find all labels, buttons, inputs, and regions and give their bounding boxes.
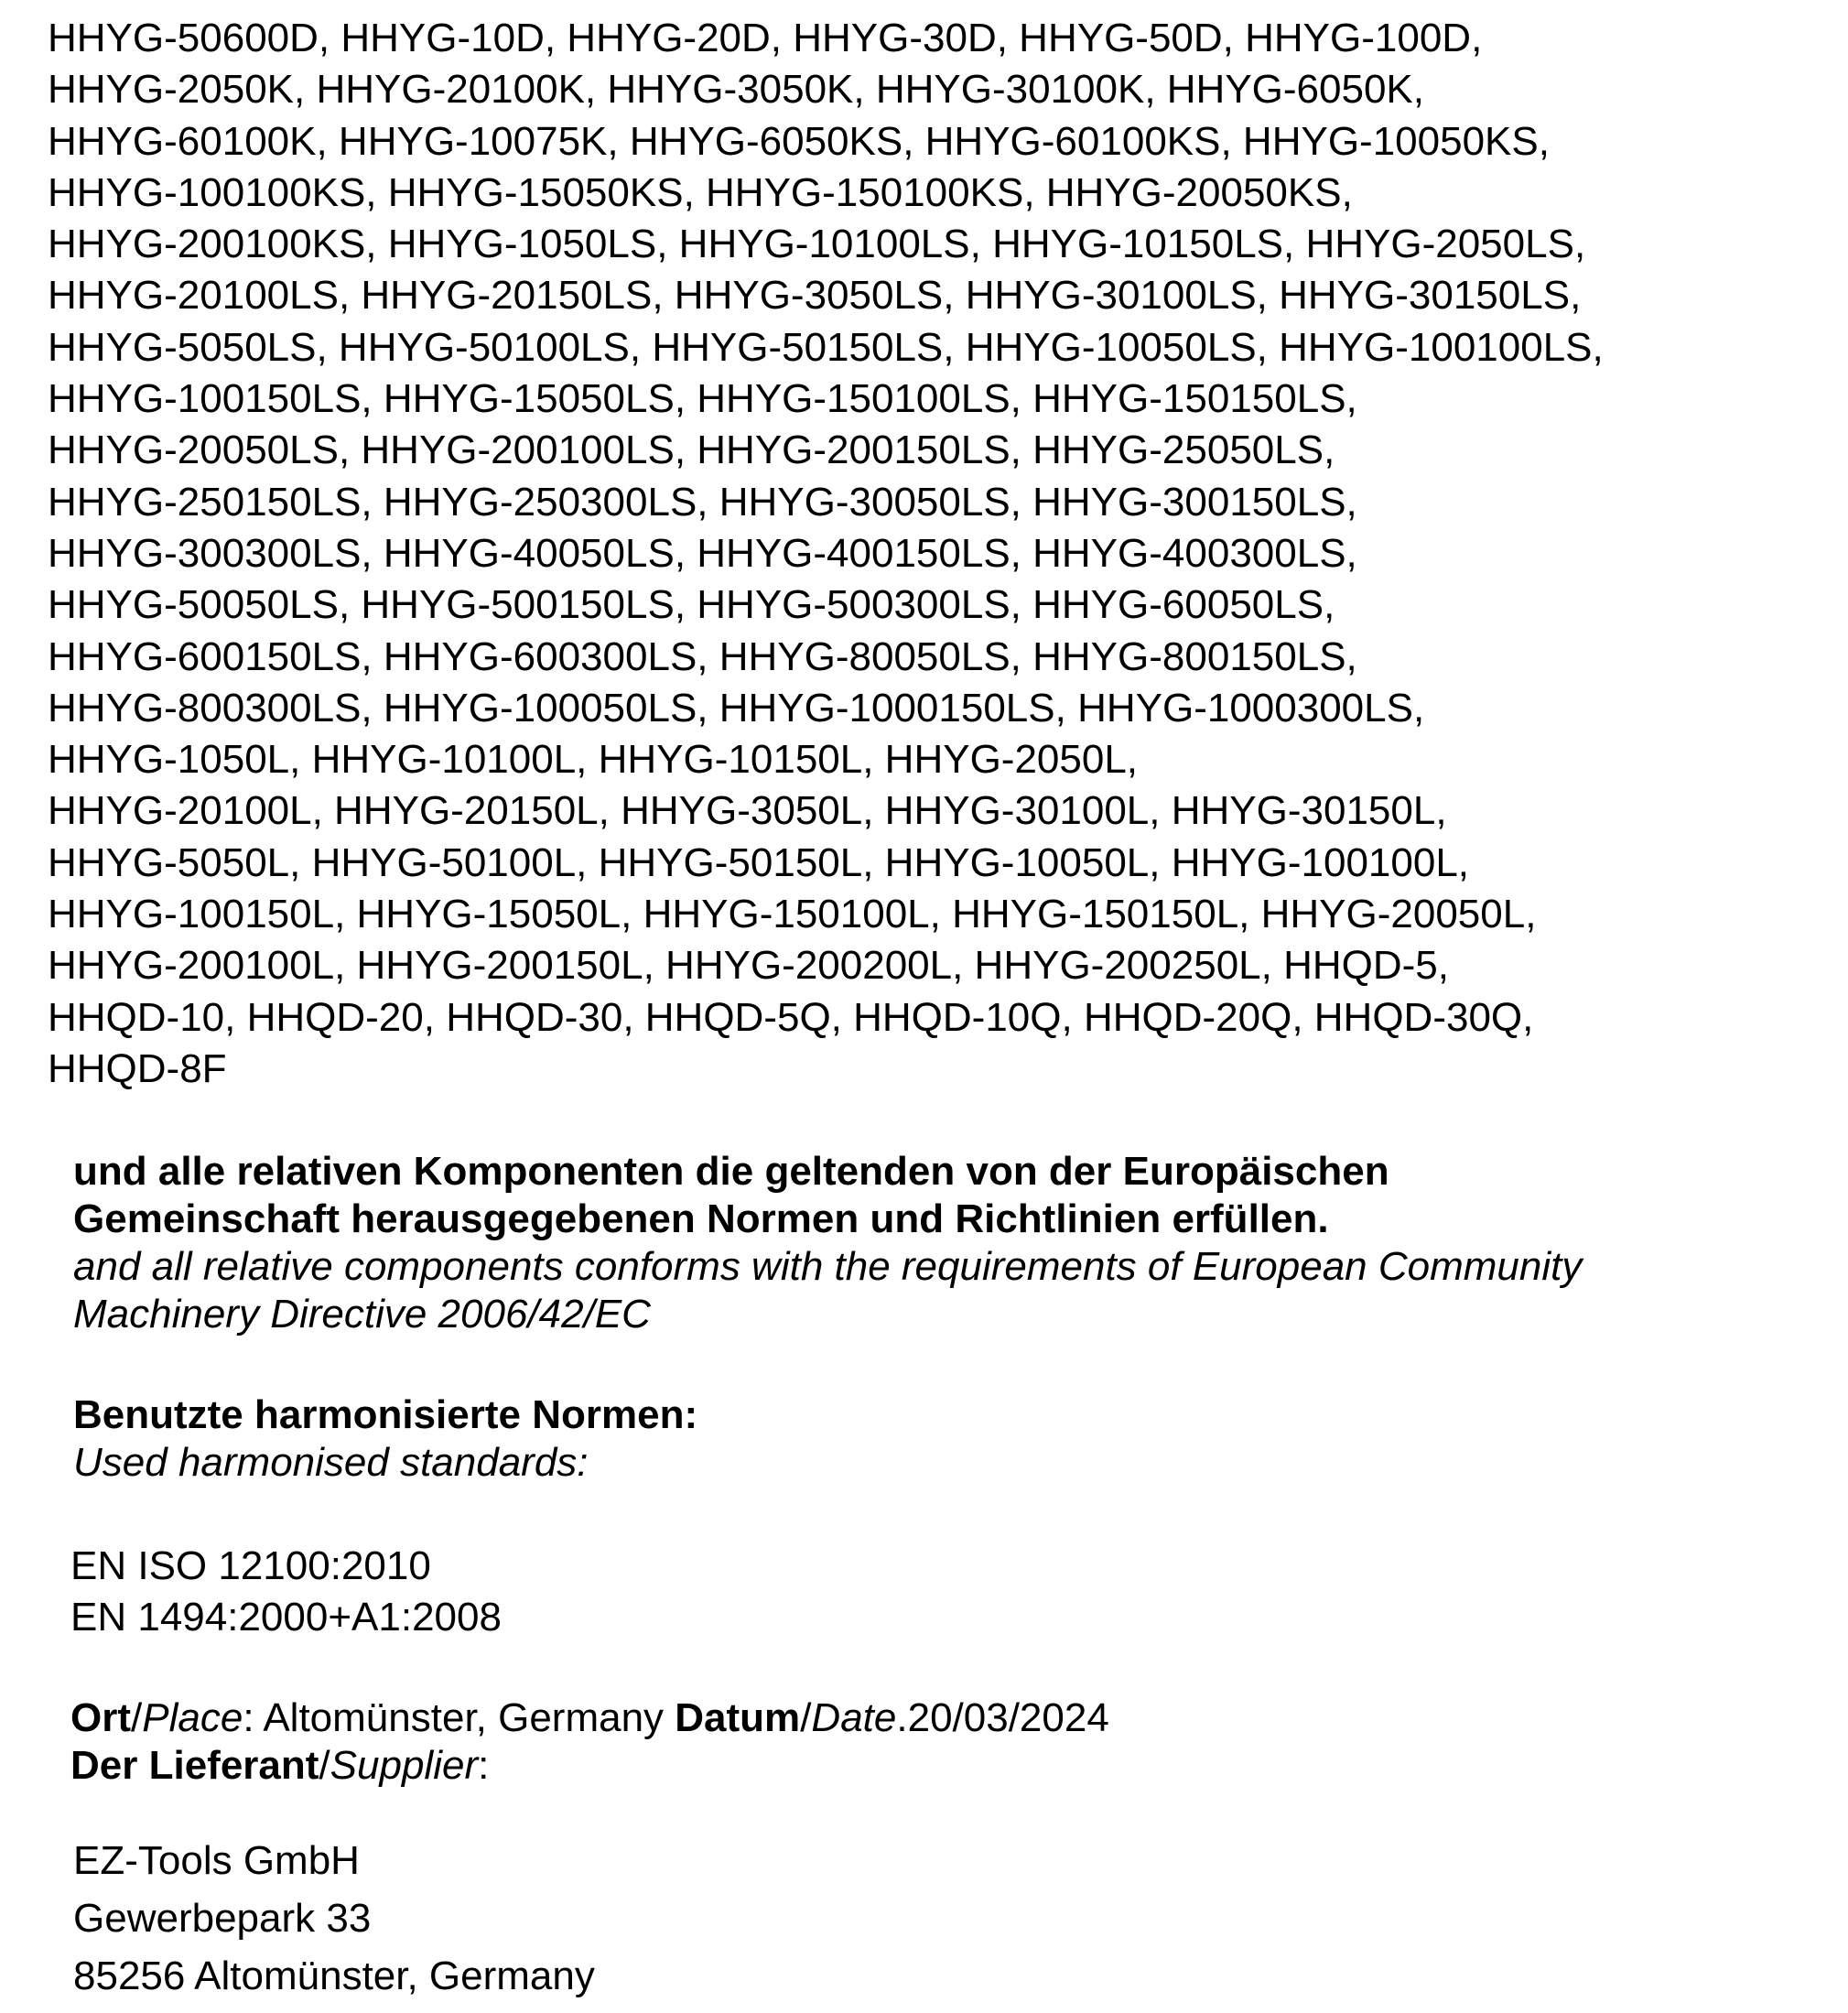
model-list-line: HHYG-5050L, HHYG-50100L, HHYG-50150L, HHYG-10050L, HHYG-100100L, — [48, 839, 1470, 885]
date-label-de: Datum — [675, 1695, 801, 1740]
model-list-line: HHYG-1050L, HHYG-10100L, HHYG-10150L, HHYG-2050L, — [48, 737, 1139, 783]
standards-list — [70, 1541, 1837, 1643]
model-list-line: HHYG-2050K, HHYG-20100K, HHYG-3050K, HHYG-30100K, HHYG-6050K, — [48, 67, 1424, 113]
model-list-line: HHYG-100100KS, HHYG-15050KS, HHYG-150100KS, HHYG-20050KS, — [48, 169, 1353, 215]
conformity-en-line: Machinery Directive 2006/42/EC — [73, 1292, 651, 1337]
model-list-line: HHYG-50050LS, HHYG-500150LS, HHYG-500300LS, HHYG-60050LS, — [48, 582, 1335, 628]
model-list-line: HHYG-100150L, HHYG-15050L, HHYG-150100L, HHYG-150150L, HHYG-20050L, — [48, 892, 1537, 937]
standard-item: EN ISO 12100:2010 — [70, 1543, 431, 1588]
colon: : — [478, 1743, 490, 1788]
model-list-line: HHQD-8F — [48, 1045, 227, 1091]
model-list-line: HHYG-60100K, HHYG-10075K, HHYG-6050KS, HHYG-60100KS, HHYG-10050KS, — [48, 118, 1550, 164]
supplier-label-en: Supplier — [330, 1743, 479, 1788]
model-list-line: HHYG-600150LS, HHYG-600300LS, HHYG-80050LS, HHYG-800150LS, — [48, 633, 1357, 679]
street-address: Gewerbepark 33 — [73, 1896, 372, 1941]
place-value: : Altomünster, Germany — [243, 1695, 675, 1740]
supplier-line — [70, 1742, 1837, 1790]
model-list-line: HHYG-5050LS, HHYG-50100LS, HHYG-50150LS, HHYG-10050LS, HHYG-100100LS, — [48, 324, 1604, 370]
model-list-line: HHYG-200100KS, HHYG-1050LS, HHYG-10100LS, HHYG-10150LS, HHYG-2050LS, — [48, 222, 1586, 267]
slash: / — [319, 1743, 330, 1788]
place-label-en: Place — [142, 1695, 243, 1740]
standard-item: EN 1494:2000+A1:2008 — [70, 1595, 502, 1640]
supplier-label-de: Der Lieferant — [70, 1743, 319, 1788]
date-value: .20/03/2024 — [896, 1695, 1109, 1740]
conformity-de-line: Gemeinschaft herausgegebenen Normen und Richtlinien erfüllen. — [73, 1196, 1329, 1241]
place-date-line — [70, 1694, 1837, 1742]
slash: / — [800, 1695, 812, 1740]
model-list-line: HHYG-50600D, HHYG-10D, HHYG-20D, HHYG-30D, HHYG-50D, HHYG-100D, — [48, 16, 1483, 60]
model-list-line: HHYG-200100L, HHYG-200150L, HHYG-200200L, HHYG-200250L, HHQD-5, — [48, 943, 1449, 989]
company-name: EZ-Tools GmbH — [73, 1838, 360, 1883]
model-list-line: HHYG-300300LS, HHYG-40050LS, HHYG-400150LS, HHYG-400300LS, — [48, 530, 1357, 576]
supplier-address — [73, 1832, 1840, 2005]
model-list-line: HHYG-100150LS, HHYG-15050LS, HHYG-150100LS, HHYG-150150LS, — [48, 376, 1357, 422]
model-list-line: HHYG-20100LS, HHYG-20150LS, HHYG-3050LS, HHYG-30100LS, HHYG-30150LS, — [48, 273, 1582, 319]
model-list-line: HHQD-10, HHQD-20, HHQD-30, HHQD-5Q, HHQD-10Q, HHQD-20Q, HHQD-30Q, — [48, 994, 1534, 1040]
standards-heading-en: Used harmonised standards: — [73, 1440, 589, 1485]
model-list-line: HHYG-20050LS, HHYG-200100LS, HHYG-200150LS, HHYG-25050LS, — [48, 427, 1335, 473]
place-label-de: Ort — [70, 1695, 131, 1740]
model-list — [48, 13, 1842, 1095]
place-date-supplier — [70, 1694, 1837, 1790]
model-list-line: HHYG-250150LS, HHYG-250300LS, HHYG-30050LS, HHYG-300150LS, — [48, 479, 1357, 525]
conformity-de-line: und alle relativen Komponenten die geltenden von der Europäischen — [73, 1149, 1389, 1194]
standards-heading — [73, 1391, 1840, 1487]
model-list-line: HHYG-800300LS, HHYG-100050LS, HHYG-1000150LS, HHYG-1000300LS, — [48, 685, 1425, 731]
model-list-line: HHYG-20100L, HHYG-20150L, HHYG-3050L, HHYG-30100L, HHYG-30150L, — [48, 788, 1447, 834]
conformity-statement — [73, 1148, 1840, 1338]
slash: / — [131, 1695, 143, 1740]
date-label-en: Date — [811, 1695, 897, 1740]
city-address: 85256 Altomünster, Germany — [73, 1953, 595, 1998]
standards-heading-de: Benutzte harmonisierte Normen: — [73, 1392, 698, 1437]
conformity-en-line: and all relative components conforms with the requirements of European Community — [73, 1244, 1583, 1289]
